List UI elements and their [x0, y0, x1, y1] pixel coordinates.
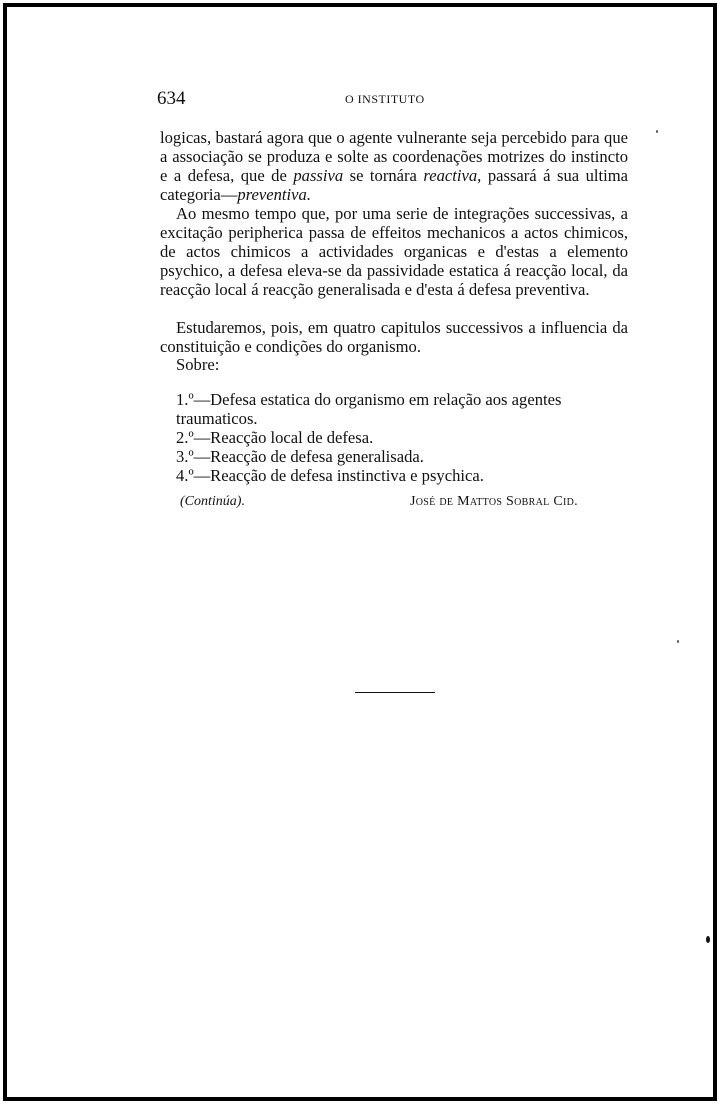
running-title: O INSTITUTO — [345, 92, 425, 106]
text-segment: se tornára — [343, 166, 424, 185]
text-segment: passará á sua ultima categoria— — [160, 166, 629, 204]
list-item: 1.º—Defesa estatica do organismo em relação aos agentes traumaticos. — [176, 390, 562, 428]
sobre-heading: Sobre: — [176, 355, 220, 374]
list-item: 4.º—Reacção de defesa instinctiva e psychica. — [176, 466, 484, 485]
list-item: 2.º—Reacção local de defesa. — [176, 428, 374, 447]
list-item: 3.º—Reacção de defesa generalisada. — [176, 447, 424, 466]
italic-term: reactiva, — [423, 166, 482, 185]
paper-speck — [656, 130, 658, 133]
chapter-list — [160, 390, 628, 485]
text-segment: Estudaremos, pois, em quatro capitulos successivos a influencia da constituição e condições do organismo. — [160, 318, 628, 356]
author-signature: José de Mattos Sobral Cid. — [410, 494, 578, 509]
text-segment: Ao mesmo tempo que, por uma serie de integrações successivas, a excitação peripherica passa de effeitos mechanicos a actos chimicos, de actos chimicos a actividades organicas e d'estas a elemento psychico, a defesa eleva-se da passividade estatica á reacção local, da reacção local á reacção generalisada e d'esta á defesa preventiva. — [160, 204, 628, 299]
paragraph-3 — [160, 318, 628, 356]
paper-speck — [706, 936, 710, 943]
paper-speck — [677, 640, 679, 643]
continua-note: (Continúa). — [180, 494, 245, 509]
paragraph-2 — [160, 204, 628, 299]
italic-term: preventiva. — [237, 185, 311, 204]
closing-rule — [355, 692, 435, 693]
paragraph-1 — [160, 128, 628, 204]
italic-term: passiva — [293, 166, 344, 185]
text-segment: logicas, bastará agora que o agente vulnerante seja percebido para que a associação se produza e solte as coordenações motrizes do instincto e a defesa, que de — [160, 128, 628, 185]
page-number: 634 — [157, 88, 186, 109]
